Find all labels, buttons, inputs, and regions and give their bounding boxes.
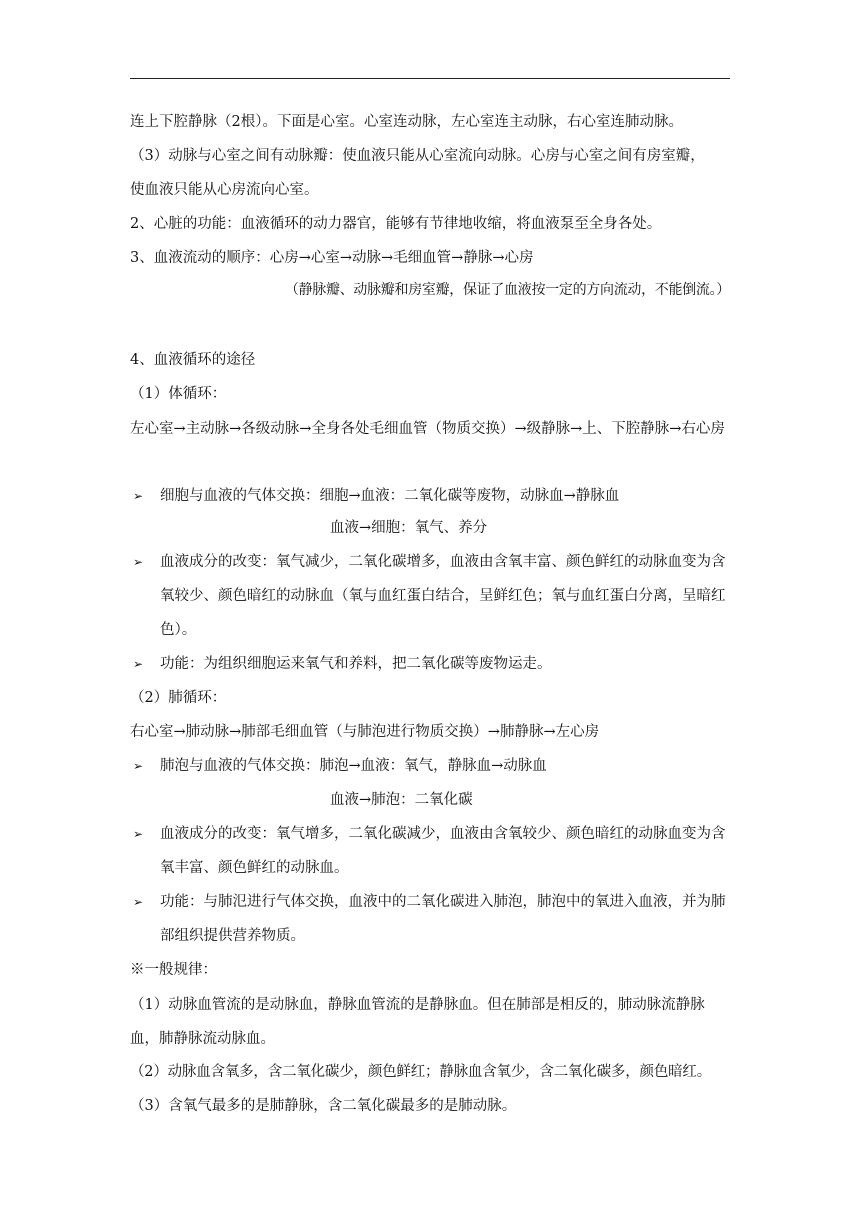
text-line: 使血液只能从心房流向心室。 bbox=[130, 182, 319, 198]
text-line-note: （静脉瓣、动脉瓣和房室瓣，保证了血液按一定的方向流动，不能倒流。） bbox=[284, 282, 730, 298]
bullet-arrow-icon: ➢ bbox=[133, 827, 144, 841]
text-line: 3、血液流动的顺序：心房→心室→动脉→毛细血管→静脉→心房 bbox=[130, 250, 534, 266]
text-line-indented: 血液→肺泡：二氧化碳 bbox=[330, 792, 473, 808]
pathway-text: 左心室→主动脉→各级动脉→全身各处毛细血管（物质交换）→级静脉→上、下腔静脉→右心房 bbox=[130, 421, 725, 437]
text-line: 连上下腔静脉（2根）。下面是心室。心室连动脉，左心室连主动脉，右心室连肺动脉。 bbox=[130, 114, 683, 130]
bullet-text: 功能：为组织细胞运来氧气和养料，把二氧化碳等废物运走。 bbox=[160, 656, 552, 672]
bullet-arrow-icon: ➢ bbox=[133, 657, 144, 671]
bullet-text: 肺泡与血液的气体交换：肺泡→血液：氧气，静脉血→动脉血 bbox=[160, 758, 547, 774]
bullet-arrow-icon: ➢ bbox=[133, 489, 144, 503]
bullet-arrow-icon: ➢ bbox=[133, 555, 144, 569]
bullet-text: 血液成分的改变：氧气减少，二氧化碳增多，血液由含氧丰富、颜色鲜红的动脉血变为含氧较少、颜色暗红的动脉血（氧与血红蛋白结合，呈鲜红色；氧与血红蛋白分离，呈暗红色）。 bbox=[160, 554, 726, 638]
bullet-item bbox=[130, 552, 730, 647]
rules-heading: ※一般规律： bbox=[130, 962, 217, 978]
bullet-text: 血液成分的改变：氧气增多，二氧化碳减少，血液由含氧较少、颜色暗红的动脉血变为含氧丰富、颜色鲜红的动脉血。 bbox=[160, 826, 726, 876]
bullet-item bbox=[130, 756, 730, 783]
bullet-item bbox=[130, 654, 730, 681]
rule-text: （2）动脉血含氧多，含二氧化碳少，颜色鲜红；静脉血含氧少，含二氧化碳多，颜色暗红。 bbox=[130, 1064, 712, 1080]
pathway-text: 右心室→肺动脉→肺部毛细血管（与肺泡进行物质交换）→肺静脉→左心房 bbox=[130, 724, 600, 740]
bullet-arrow-icon: ➢ bbox=[133, 895, 144, 909]
bullet-item bbox=[130, 824, 730, 885]
bullet-item bbox=[130, 486, 730, 513]
bullet-arrow-icon: ➢ bbox=[133, 759, 144, 773]
bullet-text: 细胞与血液的气体交换：细胞→血液：二氧化碳等废物，动脉血→静脉血 bbox=[160, 488, 620, 504]
rule-text: （3）含氧气最多的是肺静脉，含二氧化碳最多的是肺动脉。 bbox=[130, 1098, 517, 1114]
text-line-indented: 血液→细胞：氧气、养分 bbox=[330, 520, 488, 536]
header-rule bbox=[130, 78, 730, 79]
text-line: （3）动脉与心室之间有动脉瓣：使血液只能从心室流向动脉。心房与心室之间有房室瓣， bbox=[130, 148, 705, 164]
subheading: （2）肺循环： bbox=[130, 690, 227, 706]
rule-text: （1）动脉血管流的是动脉血，静脉血管流的是静脉血。但在肺部是相反的，肺动脉流静脉血，肺静脉流动脉血。 bbox=[130, 997, 705, 1047]
bullet-item bbox=[130, 892, 730, 953]
bullet-text: 功能：与肺氾进行气体交换，血液中的二氧化碳进入肺泡，肺泡中的氧进入血液，并为肺部组织提供营养物质。 bbox=[160, 894, 726, 944]
text-line: 2、心脏的功能：血液循环的动力器官，能够有节律地收缩，将血液泵至全身各处。 bbox=[130, 216, 662, 232]
subheading: （1）体循环： bbox=[130, 386, 227, 402]
section-heading: 4、血液循环的途径 bbox=[130, 352, 256, 368]
